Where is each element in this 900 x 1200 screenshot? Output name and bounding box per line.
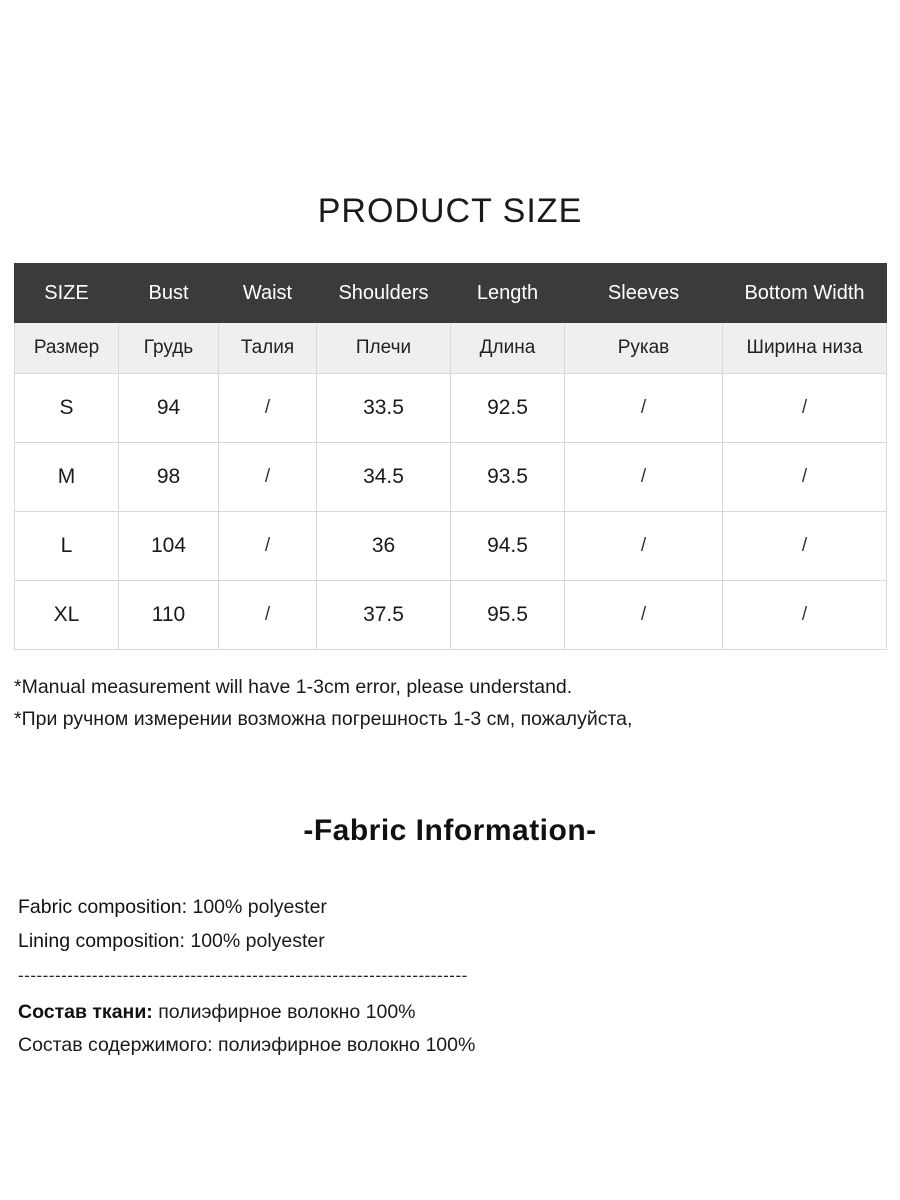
cell-bust: 98 — [119, 443, 219, 512]
size-table — [14, 263, 887, 650]
fabric-composition-label-en: Fabric composition: — [18, 896, 188, 919]
note-en: *Manual measurement will have 1-3cm error, please understand. — [14, 676, 573, 698]
lining-composition-label-en: Lining composition: — [18, 929, 185, 952]
lining-composition-en — [18, 926, 882, 956]
col-header-waist-ru: Талия — [219, 323, 317, 374]
cell-bottom-width: / — [723, 374, 887, 443]
cell-length: 93.5 — [451, 443, 565, 512]
table-row — [15, 581, 887, 650]
cell-shoulders: 34.5 — [317, 443, 451, 512]
cell-bust: 104 — [119, 512, 219, 581]
cell-waist: / — [219, 512, 317, 581]
lining-composition-label-ru: Состав содержимого: — [18, 1034, 213, 1057]
col-header-bust-ru: Грудь — [119, 323, 219, 374]
lining-composition-value-en: 100% polyester — [184, 929, 325, 952]
measurement-notes — [14, 672, 886, 734]
cell-waist: / — [219, 374, 317, 443]
cell-bottom-width: / — [723, 443, 887, 512]
col-header-length: Length — [451, 264, 565, 323]
fabric-composition-value-ru: полиэфирное волокно 100% — [152, 1000, 416, 1023]
col-header-shoulders-ru: Плечи — [317, 323, 451, 374]
cell-shoulders: 37.5 — [317, 581, 451, 650]
col-header-bottom-width-ru: Ширина низа — [723, 323, 887, 374]
cell-sleeves: / — [565, 581, 723, 650]
cell-shoulders: 33.5 — [317, 374, 451, 443]
table-row — [15, 374, 887, 443]
col-header-bust: Bust — [119, 264, 219, 323]
table-header — [15, 264, 887, 374]
cell-length: 95.5 — [451, 581, 565, 650]
table-header-row-ru — [15, 323, 887, 374]
fabric-information-title: -Fabric Information- — [303, 814, 597, 848]
cell-length: 92.5 — [451, 374, 565, 443]
cell-sleeves: / — [565, 443, 723, 512]
lining-composition-value-ru: полиэфирное волокно 100% — [212, 1034, 476, 1057]
table-row — [15, 512, 887, 581]
cell-bottom-width: / — [723, 581, 887, 650]
col-header-size-ru: Размер — [15, 323, 119, 374]
cell-size: XL — [15, 581, 119, 650]
cell-bust: 110 — [119, 581, 219, 650]
cell-shoulders: 36 — [317, 512, 451, 581]
cell-size: M — [15, 443, 119, 512]
col-header-shoulders: Shoulders — [317, 264, 451, 323]
cell-length: 94.5 — [451, 512, 565, 581]
fabric-composition-ru — [18, 997, 882, 1027]
col-header-waist: Waist — [219, 264, 317, 323]
note-ru: *При ручном измерении возможна погрешность 1-3 см, пожалуйста, — [14, 708, 633, 731]
cell-bottom-width: / — [723, 512, 887, 581]
table-body — [15, 374, 887, 650]
cell-size: L — [15, 512, 119, 581]
col-header-sleeves: Sleeves — [565, 264, 723, 323]
col-header-bottom-width: Bottom Width — [723, 264, 887, 323]
page-title: PRODUCT SIZE — [317, 192, 583, 230]
col-header-sleeves-ru: Рукав — [565, 323, 723, 374]
cell-waist: / — [219, 581, 317, 650]
size-table-container — [14, 263, 886, 650]
fabric-composition-value-en: 100% polyester — [187, 896, 327, 919]
table-header-row-en — [15, 264, 887, 323]
col-header-size: SIZE — [15, 264, 119, 323]
cell-size: S — [15, 374, 119, 443]
divider: ------------------------------------------------------------------------- — [18, 966, 468, 986]
col-header-length-ru: Длина — [451, 323, 565, 374]
fabric-information-block — [18, 892, 882, 1060]
fabric-composition-label-ru: Состав ткани: — [18, 1000, 153, 1023]
cell-bust: 94 — [119, 374, 219, 443]
fabric-composition-en — [18, 892, 882, 922]
lining-composition-ru — [18, 1030, 882, 1060]
cell-waist: / — [219, 443, 317, 512]
cell-sleeves: / — [565, 512, 723, 581]
table-row — [15, 443, 887, 512]
cell-sleeves: / — [565, 374, 723, 443]
